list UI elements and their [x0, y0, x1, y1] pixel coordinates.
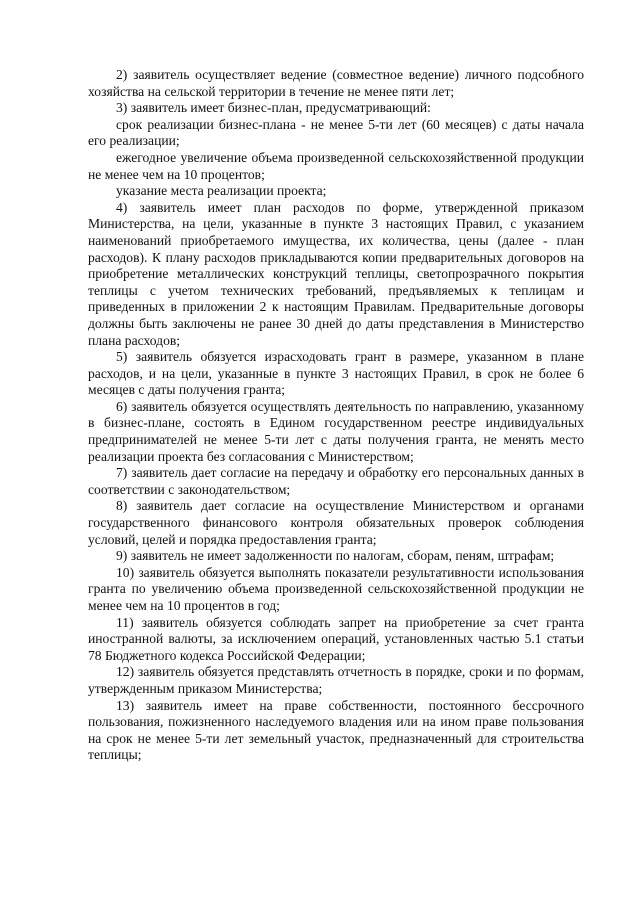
paragraph-item-12: 12) заявитель обязуется представлять отчетность в порядке, сроки и по формам, утвержденным приказом Министерства;: [88, 664, 584, 696]
paragraph-item-10: 10) заявитель обязуется выполнять показатели результативности использования гранта по увеличению объема произведенной сельскохозяйственной продукции не менее чем на 10 процентов в год;: [88, 564, 584, 613]
paragraph-item-8: 8) заявитель дает согласие на осуществление Министерством и органами государственного финансового контроля обязательных проверок соблюдения условий, целей и порядка предоставления гранта;: [88, 498, 584, 547]
paragraph-item-9: 9) заявитель не имеет задолженности по налогам, сборам, пеням, штрафам;: [116, 548, 555, 564]
paragraph-item-13: 13) заявитель имеет на праве собственности, постоянного бессрочного пользования, пожизненного наследуемого владения или на ином праве пользования на срок не менее 5-ти лет земельный участок, предназначенный для строительства теплицы;: [88, 697, 584, 763]
paragraph-item-3: 3) заявитель имеет бизнес-план, предусматривающий:: [116, 100, 431, 116]
paragraph-item-4: 4) заявитель имеет план расходов по форме, утвержденной приказом Министерства, на цели, указанные в пункте 3 настоящих Правил, с указанием наименований приобретаемого имущества, их количества, цены (далее - план расходов). К плану расходов прикладываются копии предварительных договоров на приобретение металлических конструкций теплицы, светопрозрачного покрытия теплицы с учетом технических требований, предъявляемых к теплицам и приведенных в приложении 2 к настоящим Правилам. Предварительные договоры должны быть заключены не ранее 30 дней до даты представления в Министерство плана расходов;: [88, 199, 584, 348]
paragraph-item-6: 6) заявитель обязуется осуществлять деятельность по направлению, указанному в бизнес-плане, состоять в Едином государственном реестре индивидуальных предпринимателей не менее 5-ти лет с даты получения гранта, не менять место реализации проекта без согласования с Министерством;: [88, 398, 584, 464]
paragraph-business-plan-term: срок реализации бизнес-плана - не менее 5-ти лет (60 месяцев) с даты начала его реализации;: [88, 116, 584, 149]
document-page: [88, 67, 584, 764]
paragraph-item-11: 11) заявитель обязуется соблюдать запрет на приобретение за счет гранта иностранной валюты, за исключением операций, установленных частью 5.1 статьи 78 Бюджетного кодекса Российской Федерации;: [88, 614, 584, 663]
paragraph-project-location: указание места реализации проекта;: [116, 183, 327, 199]
paragraph-item-2: 2) заявитель осуществляет ведение (совместное ведение) личного подсобного хозяйства на сельской территории в течение не менее пяти лет;: [88, 67, 584, 99]
paragraph-production-growth: ежегодное увеличение объема произведенной сельскохозяйственной продукции не менее чем на 10 процентов;: [88, 149, 584, 182]
paragraph-item-5: 5) заявитель обязуется израсходовать грант в размере, указанном в плане расходов, и на цели, указанные в пункте 3 настоящих Правил, в срок не более 6 месяцев с даты получения гранта;: [88, 349, 584, 398]
paragraph-item-7: 7) заявитель дает согласие на передачу и обработку его персональных данных в соответствии с законодательством;: [88, 465, 584, 497]
